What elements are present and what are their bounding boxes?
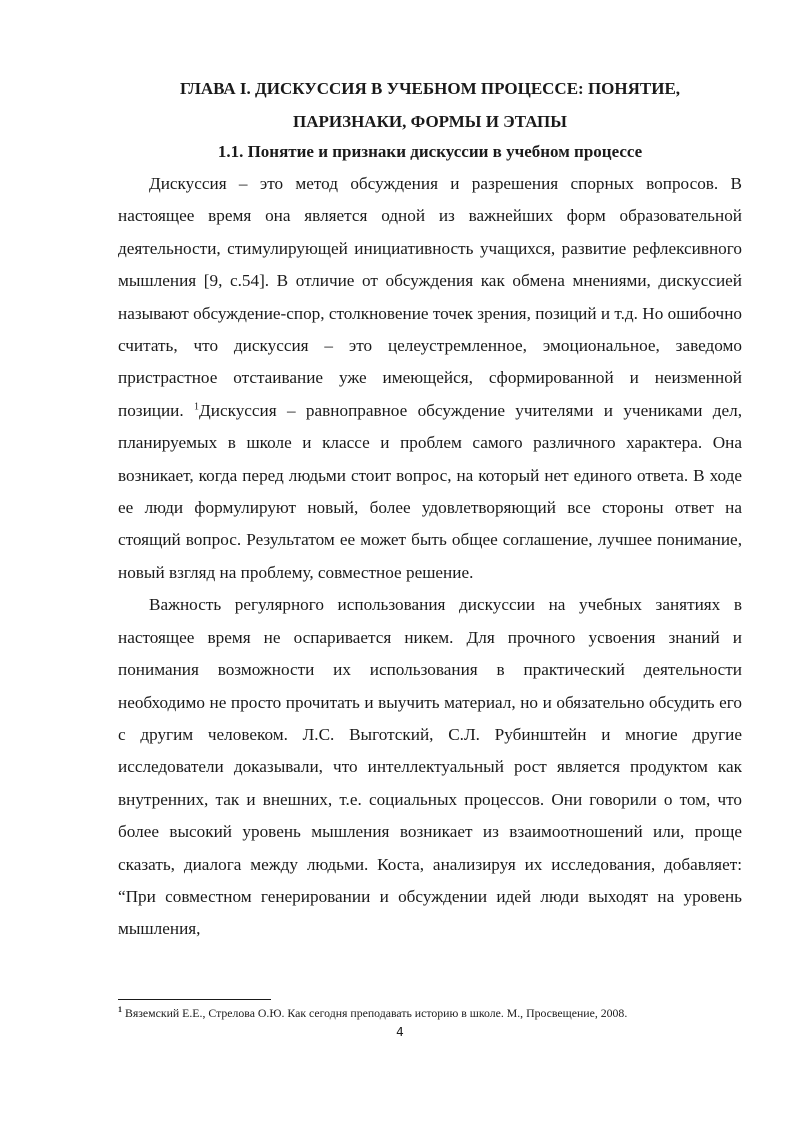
body-paragraph-1	[118, 168, 742, 589]
footnote-mark: 1	[118, 1005, 122, 1015]
paragraph-1-text-a: Дискуссия – это метод обсуждения и разрешения спорных вопросов. В настоящее время она является одной из важнейших форм образовательной деятельности, стимулирующей инициативность учащихся, развитие рефлексивного мышления [9, с.54]. В отличие от обсуждения как обмена мнениями, дискуссией называют обсуждение-спор, столкновение точек зрения, позиций и т.д. Но ошибочно считать, что дискуссия – это целеустремленное, эмоциональное, заведомо пристрастное отстаивание уже имеющейся, сформированной и неизменной позиции.	[118, 174, 742, 420]
footnote-text: Вяземский Е.Е., Стрелова О.Ю. Как сегодня преподавать историю в школе. М., Просвещение, 2008.	[122, 1006, 628, 1020]
page-number: 4	[396, 1025, 404, 1039]
footnote	[118, 1005, 758, 1021]
chapter-title-line-1: ГЛАВА I. ДИСКУССИЯ В УЧЕБНОМ ПРОЦЕССЕ: ПОНЯТИЕ,	[179, 79, 681, 98]
footnote-reference[interactable]: 1	[194, 401, 200, 413]
body-paragraph-2: Важность регулярного использования дискуссии на учебных занятиях в настоящее время не оспаривается никем. Для прочного усвоения знаний и понимания возможности их использования в практический деятельности необходимо не просто прочитать и выучить материал, но и обязательно обсудить его с другим человеком. Л.С. Выготский, С.Л. Рубинштейн и многие другие исследователи доказывали, что интеллектуальный рост является продуктом как внутренних, так и внешних, т.е. социальных процессов. Они говорили о том, что более высокий уровень мышления возникает из взаимоотношений или, проще сказать, диалога между людьми. Коста, анализируя их исследования, добавляет: “При совместном генерировании и обсуждении идей люди выходят на уровень мышления,	[118, 595, 742, 939]
page-content	[118, 72, 742, 946]
chapter-title-line-2: ПАРИЗНАКИ, ФОРМЫ И ЭТАПЫ	[293, 112, 567, 131]
paragraph-1-text-b: Дискуссия – равноправное обсуждение учителями и учениками дел, планируемых в школе и классе и проблем самого различного характера. Она возникает, когда перед людьми стоит вопрос, на который нет единого ответа. В ходе ее люди формулируют новый, более удовлетворяющий все стороны ответ на стоящий вопрос. Результатом ее может быть общее соглашение, лучшее понимание, новый взгляд на проблему, совместное решение.	[118, 400, 742, 582]
chapter-title	[118, 72, 742, 138]
section-title: 1.1. Понятие и признаки дискуссии в учебном процессе	[217, 142, 643, 161]
footnote-divider	[118, 999, 271, 1000]
